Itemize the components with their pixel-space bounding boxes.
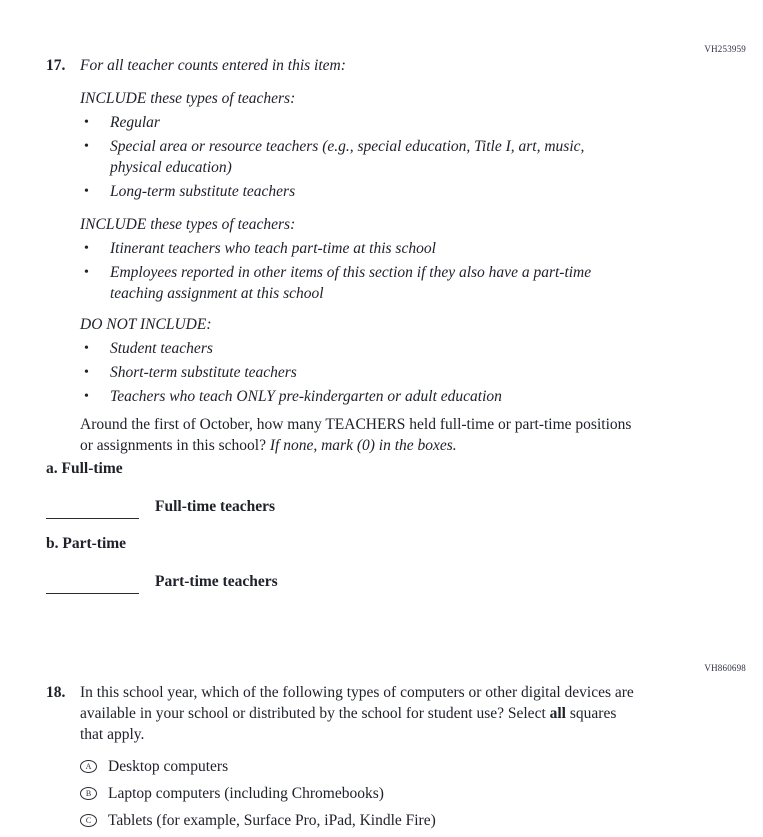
do-not-include-list (80, 338, 665, 407)
part-time-label: b. Part-time (46, 535, 127, 552)
question-18-prompt-text: In this school year, which of the following types of computers or other digital devices are available in your school or distributed by the school for student use? Select (80, 684, 634, 722)
question-18-content (80, 682, 665, 837)
question-17-prompt (80, 414, 635, 456)
list-item: • Regular (80, 112, 635, 133)
question-18-prompt (80, 682, 638, 745)
do-not-include-heading: DO NOT INCLUDE: (80, 316, 212, 333)
include-section-2-list (80, 238, 665, 304)
question-17-intro: For all teacher counts entered in this item: (80, 57, 346, 74)
form-code-q17: VH253959 (704, 44, 746, 54)
question-17-answers (46, 458, 546, 594)
option-bubble-b-icon[interactable]: B (80, 787, 97, 800)
question-17-prompt-text: Around the first of October, how many TEACHERS held full-time or part-time positions or assignments in this school? (80, 416, 632, 454)
form-code-q18: VH860698 (704, 663, 746, 673)
option-desktop-computers[interactable] (80, 756, 665, 777)
option-label: Tablets (for example, Surface Pro, iPad, Kindle Fire) (108, 812, 436, 829)
list-item: • Special area or resource teachers (e.g., special education, Title I, art, music, physical education) (80, 136, 635, 178)
part-time-teachers-caption: Part-time teachers (155, 573, 278, 590)
part-time-teachers-blank[interactable] (46, 570, 139, 594)
list-item: • Long-term substitute teachers (80, 181, 635, 202)
include-section-1-heading: INCLUDE these types of teachers: (80, 90, 296, 107)
option-bubble-c-icon[interactable]: C (80, 814, 97, 827)
question-17-prompt-note: If none, mark (0) in the boxes. (269, 437, 457, 454)
full-time-teachers-blank[interactable] (46, 495, 139, 519)
question-18-prompt-tail: squares that apply. (80, 705, 617, 743)
include-section-2-heading: INCLUDE these types of teachers: (80, 216, 296, 233)
full-time-answer-row (46, 492, 546, 519)
include-section-1-list (80, 112, 665, 202)
list-item: • Itinerant teachers who teach part-time at this school (80, 238, 635, 259)
list-item: • Student teachers (80, 338, 635, 359)
option-label: Desktop computers (108, 758, 229, 775)
question-18-number: 18. (46, 684, 66, 701)
list-item: • Short-term substitute teachers (80, 362, 635, 383)
full-time-label: a. Full-time (46, 460, 123, 477)
question-18-prompt-bold: all (549, 705, 566, 722)
question-17-content (80, 55, 665, 456)
list-item: • Teachers who teach ONLY pre-kindergarten or adult education (80, 386, 635, 407)
question-18 (46, 682, 716, 837)
option-laptop-computers[interactable] (80, 783, 665, 804)
list-item: • Employees reported in other items of this section if they also have a part-time teaching assignment at this school (80, 262, 635, 304)
question-17 (46, 55, 716, 456)
option-tablets[interactable] (80, 810, 665, 831)
question-17-number: 17. (46, 57, 66, 74)
part-time-answer-row (46, 567, 546, 594)
full-time-teachers-caption: Full-time teachers (155, 498, 276, 515)
option-label: Laptop computers (including Chromebooks) (108, 785, 384, 802)
question-18-options (80, 756, 665, 831)
option-bubble-a-icon[interactable]: A (80, 760, 97, 773)
